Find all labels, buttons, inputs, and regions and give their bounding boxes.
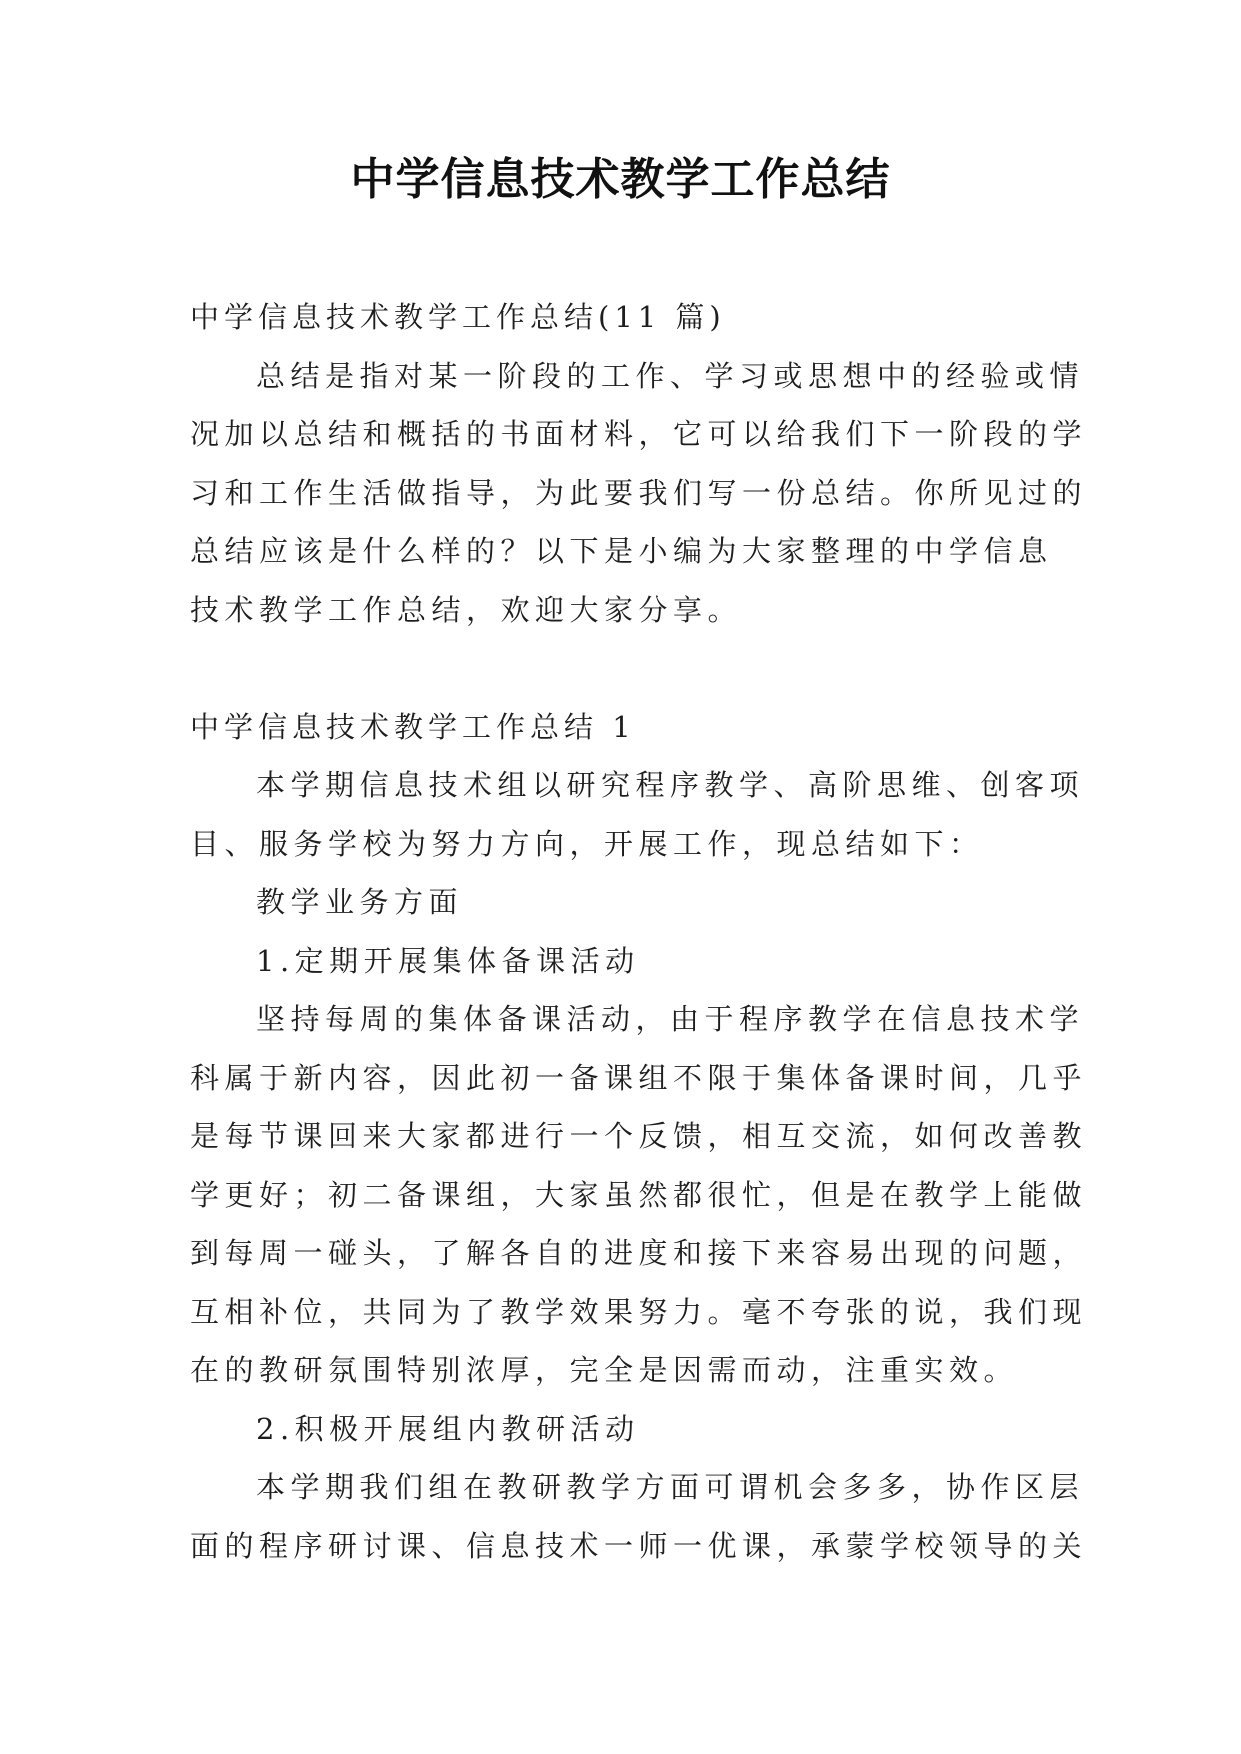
- item-title: 1.定期开展集体备课活动: [256, 943, 640, 978]
- paragraph-line: 目、服务学校为努力方向，开展工作，现总结如下：: [190, 826, 984, 861]
- paragraph-line: 互相补位，共同为了教学效果努力。毫不夸张的说，我们现: [190, 1294, 1088, 1329]
- intro-line: 总结是指对某一阶段的工作、学习或思想中的经验或情: [256, 358, 1085, 393]
- document-title: 中学信息技术教学工作总结: [350, 154, 891, 205]
- intro-line: 技术教学工作总结，欢迎大家分享。: [190, 592, 743, 627]
- section-heading: 中学信息技术教学工作总结 1: [190, 709, 636, 744]
- paragraph-line: 面的程序研讨课、信息技术一师一优课，承蒙学校领导的关: [190, 1528, 1088, 1563]
- paragraph-line: 本学期我们组在教研教学方面可谓机会多多，协作区层: [256, 1470, 1085, 1504]
- intro-line: 总结应该是什么样的？以下是小编为大家整理的中学信息: [190, 534, 1053, 568]
- paragraph-line: 本学期信息技术组以研究程序教学、高阶思维、创客项: [256, 768, 1085, 802]
- paragraph-line: 坚持每周的集体备课活动，由于程序教学在信息技术学: [256, 1002, 1085, 1036]
- paragraph-line: 是每节课回来大家都进行一个反馈，相互交流，如何改善教: [190, 1119, 1088, 1153]
- subtitle: 中学信息技术教学工作总结(11 篇): [190, 300, 726, 334]
- intro-line: 况加以总结和概括的书面材料，它可以给我们下一阶段的学: [190, 417, 1088, 451]
- paragraph-line: 在的教研氛围特别浓厚，完全是因需而动，注重实效。: [190, 1353, 1019, 1387]
- sub-heading: 教学业务方面: [256, 885, 464, 919]
- intro-line: 习和工作生活做指导，为此要我们写一份总结。你所见过的: [190, 475, 1088, 510]
- item-title: 2.积极开展组内教研活动: [256, 1411, 640, 1446]
- paragraph-line: 到每周一碰头，了解各自的进度和接下来容易出现的问题，: [190, 1236, 1088, 1270]
- paragraph-gap: [190, 639, 1060, 698]
- paragraph-line: 科属于新内容，因此初一备课组不限于集体备课时间，几乎: [190, 1060, 1088, 1095]
- paragraph-line: 学更好；初二备课组，大家虽然都很忙，但是在教学上能做: [190, 1177, 1088, 1212]
- document-body: [190, 288, 1088, 1575]
